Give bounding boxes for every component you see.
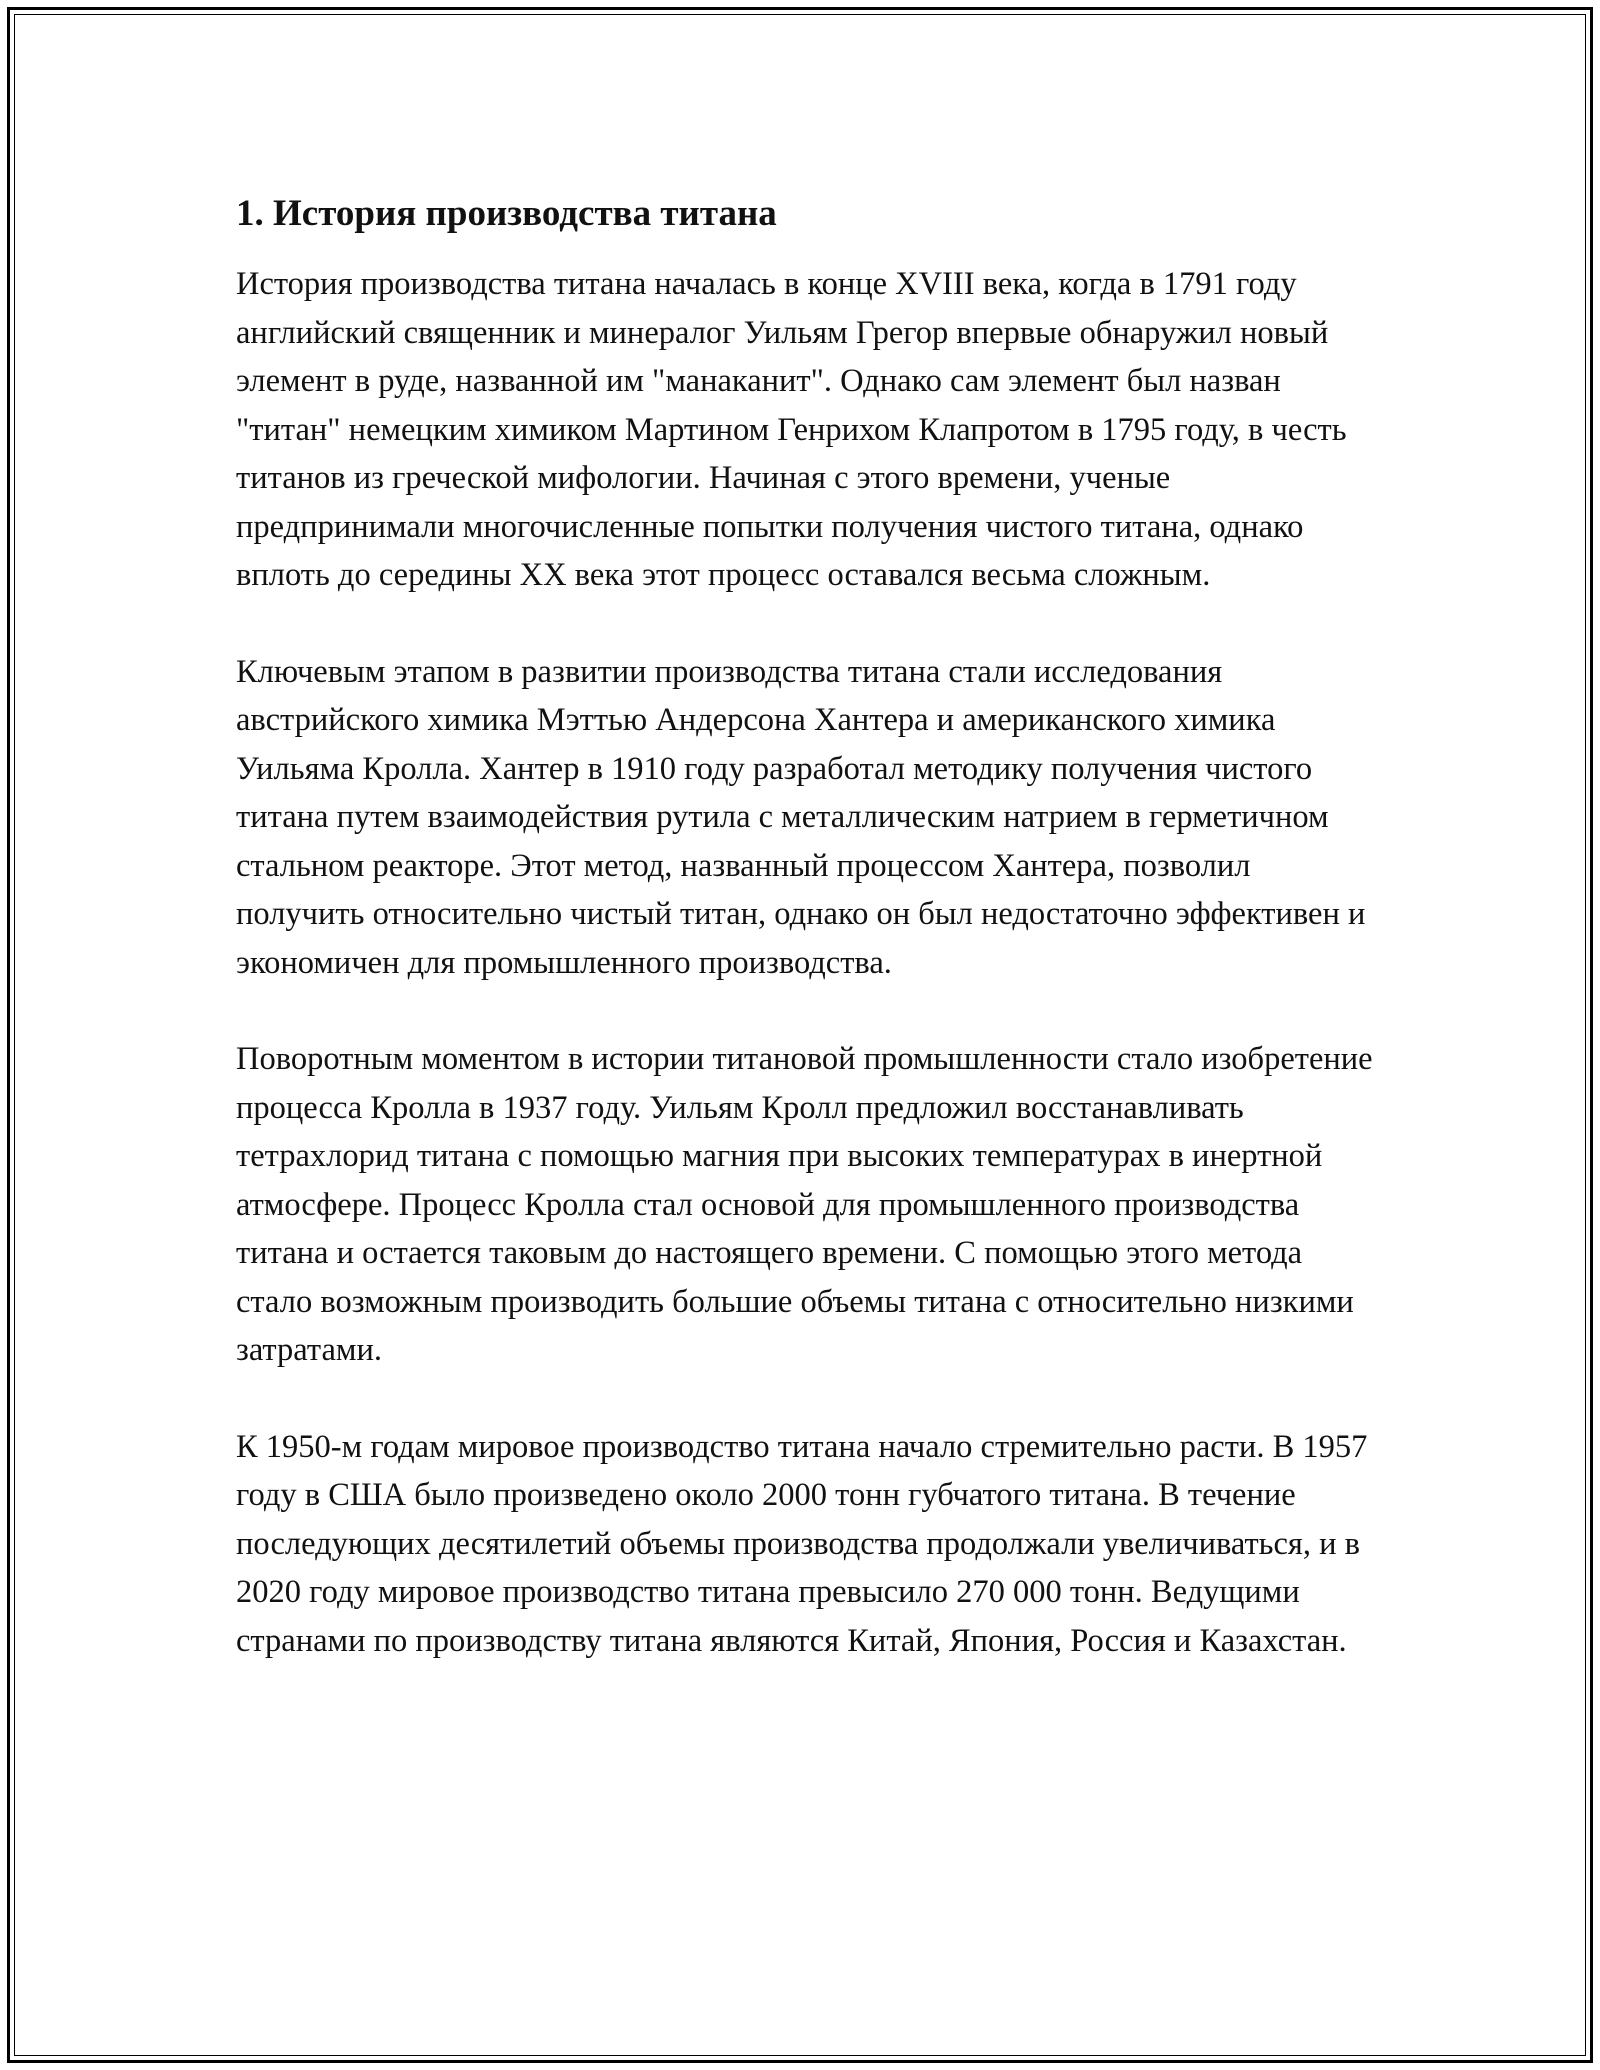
paragraph-3: Поворотным моментом в истории титановой промышленности стало изобретение процесса Кролла в 1937 году. Уильям Кролл предложил восстанавливать тетрахлорид титана с помощью магния при высоких температурах в инертной атмосфере. Процесс Кролла стал основой для промышленного производства титана и остается таковым до настоящего времени. С помощью этого метода стало возможным производить большие объемы титана с относительно низкими затратами. <box>236 1041 1373 1368</box>
paragraph-4: К 1950-м годам мировое производство титана начало стремительно расти. В 1957 году в США было произведено около 2000 тонн губчатого титана. В течение последующих десятилетий объемы производства продолжали увеличиваться, и в 2020 году мировое производство титана превысило 270 000 тонн. Ведущими странами по производству титана являются Китай, Япония, Россия и Казахстан. <box>236 1428 1368 1659</box>
paragraph-1: История производства титана началась в конце XVIII века, когда в 1791 году английский священник и минералог Уильям Грегор впервые обнаружил новый элемент в руде, названной им "манаканит". Однако сам элемент был назван "титан" немецким химиком Мартином Генрихом Клапротом в 1795 году, в честь титанов из греческой мифологии. Начиная с этого времени, ученые предпринимали многочисленные попытки получения чистого титана, однако вплоть до середины XX века этот процесс оставался весьма сложным. <box>236 266 1347 593</box>
section-title: 1. История производства титана <box>236 193 777 234</box>
document-body <box>236 188 1376 1713</box>
paragraph-2: Ключевым этапом в развитии производства титана стали исследования австрийского химика Мэттью Андерсона Хантера и американского химика Уильяма Кролла. Хантер в 1910 году разработал методику получения чистого титана путем взаимодействия рутила с металлическим натрием в герметичном стальном реакторе. Этот метод, названный процессом Хантера, позволил получить относительно чистый титан, однако он был недостаточно эффективен и экономичен для промышленного производства. <box>236 653 1366 981</box>
